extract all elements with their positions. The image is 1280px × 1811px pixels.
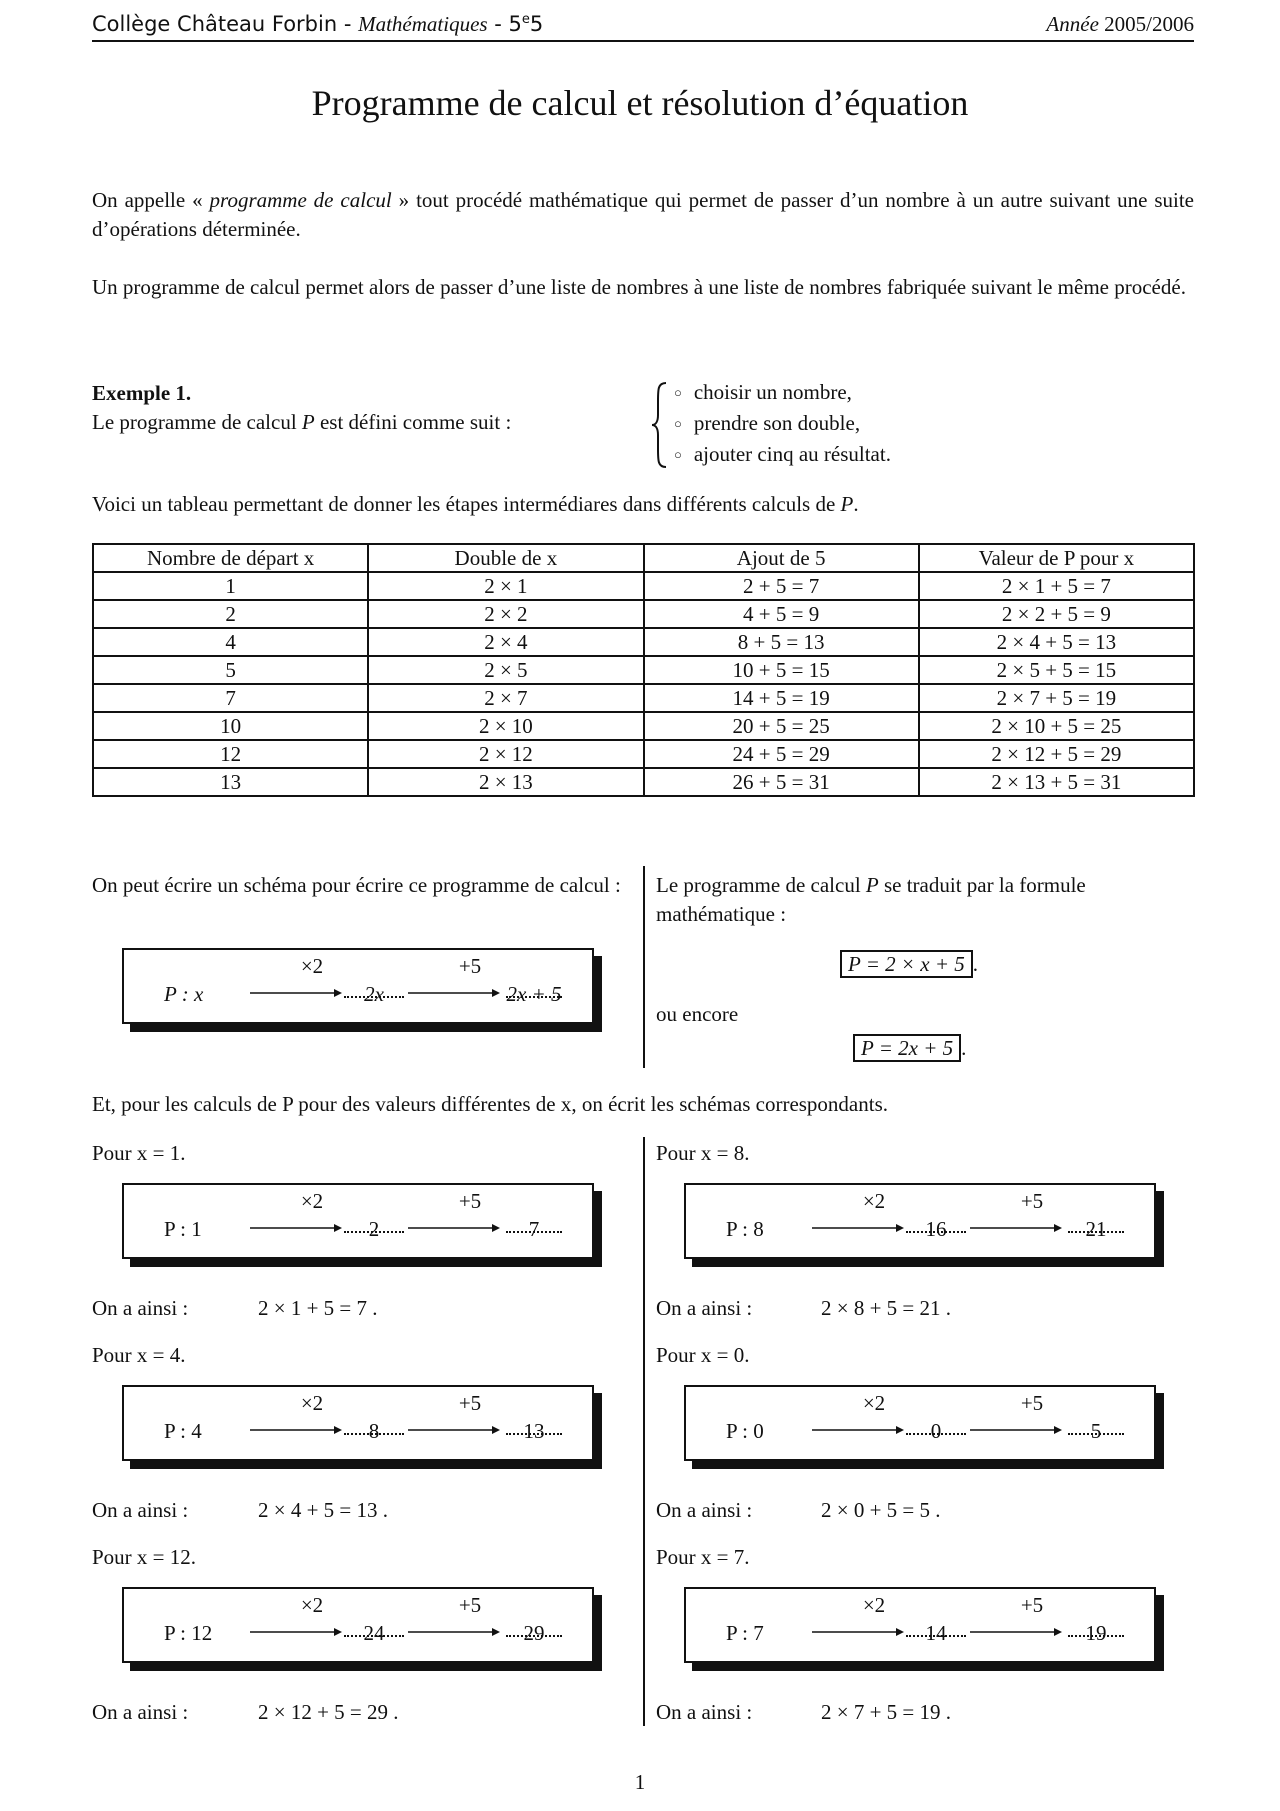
case-heading: Pour x = 0. bbox=[656, 1343, 750, 1367]
table-cell: 2 × 2 + 5 = 9 bbox=[919, 600, 1194, 628]
general-scheme bbox=[122, 948, 594, 1024]
steps-table bbox=[92, 543, 1195, 797]
scheme-dots bbox=[344, 1227, 404, 1233]
schema-right-before: Le programme de calcul bbox=[656, 873, 866, 897]
formula-2-period: . bbox=[961, 1036, 967, 1060]
scheme-label: P : x bbox=[164, 982, 204, 1006]
values-intro: Et, pour les calculs de P pour des valeurs différentes de x, on écrit les schémas correspondants. bbox=[92, 1092, 889, 1116]
scheme-value-2: 13 bbox=[523, 1419, 545, 1443]
scheme-label: P : 4 bbox=[164, 1419, 202, 1443]
case-scheme bbox=[122, 1385, 594, 1461]
intro-p1-term: programme de calcul bbox=[209, 188, 392, 212]
table-cell: 20 + 5 = 25 bbox=[644, 712, 919, 740]
example-definition-before: Le programme de calcul bbox=[92, 410, 302, 434]
scheme-op2: +5 bbox=[1020, 1189, 1044, 1213]
schema-right-text bbox=[656, 871, 1196, 929]
formula-2-box: P = 2x + 5 bbox=[853, 1034, 961, 1062]
scheme-dots bbox=[906, 1631, 966, 1637]
intro-p1-before: On appelle « bbox=[92, 188, 210, 212]
table-intro-before: Voici un tableau permettant de donner les étapes intermédiares dans différents calculs de bbox=[92, 492, 841, 516]
formula-2 bbox=[853, 1035, 966, 1061]
or-text: ou encore bbox=[656, 1002, 739, 1026]
table-row bbox=[93, 684, 1194, 712]
header-year-label: Année bbox=[1046, 12, 1099, 36]
scheme-value-2: 21 bbox=[1085, 1217, 1107, 1241]
vertical-divider bbox=[643, 1137, 645, 1726]
formula-1-period: . bbox=[972, 952, 979, 976]
table-cell: 2 bbox=[93, 600, 368, 628]
header-class-num: 5 bbox=[529, 12, 544, 36]
table-row bbox=[93, 768, 1194, 796]
scheme-op1: ×2 bbox=[300, 1189, 324, 1213]
example-step: ○ prendre son double, bbox=[674, 409, 891, 440]
scheme-value-2: 19 bbox=[1085, 1621, 1107, 1645]
case-result: 2 × 1 + 5 = 7 . bbox=[258, 1296, 378, 1320]
table-header: Nombre de départ x bbox=[93, 544, 368, 572]
case-heading: Pour x = 4. bbox=[92, 1343, 186, 1367]
table-intro bbox=[92, 490, 1194, 519]
scheme-dots bbox=[344, 1429, 404, 1435]
table-cell: 2 × 7 bbox=[368, 684, 643, 712]
table-cell: 2 × 4 + 5 = 13 bbox=[919, 628, 1194, 656]
table-intro-var: P bbox=[840, 492, 854, 516]
table-cell: 4 + 5 = 9 bbox=[644, 600, 919, 628]
header-rule bbox=[92, 40, 1194, 42]
case-heading: Pour x = 1. bbox=[92, 1141, 186, 1165]
scheme-dots bbox=[906, 1227, 966, 1233]
scheme-op1: ×2 bbox=[862, 1391, 886, 1415]
case-result: 2 × 0 + 5 = 5 . bbox=[821, 1498, 941, 1522]
example-definition bbox=[92, 410, 511, 435]
table-cell: 12 bbox=[93, 740, 368, 768]
scheme-value-1: 16 bbox=[925, 1217, 947, 1241]
table-cell: 1 bbox=[93, 572, 368, 600]
table-cell: 2 × 5 bbox=[368, 656, 643, 684]
example-definition-var: P bbox=[301, 410, 315, 434]
case-result-label: On a ainsi : bbox=[92, 1296, 189, 1320]
case-result-label: On a ainsi : bbox=[656, 1296, 753, 1320]
scheme-value-2: 29 bbox=[523, 1621, 545, 1645]
intro-p1-after: » tout procédé mathématique qui permet de passer d’un nombre à un autre suivant une suite d’opérations déterminée. bbox=[92, 188, 1194, 241]
scheme-value-2: 2x + 5 bbox=[506, 982, 562, 1006]
scheme-dots bbox=[1068, 1429, 1124, 1435]
table-header-row bbox=[93, 544, 1194, 572]
schema-left-text: On peut écrire un schéma pour écrire ce programme de calcul : bbox=[92, 873, 621, 897]
scheme-op2: +5 bbox=[458, 1391, 482, 1415]
example-definition-after: est défini comme suit : bbox=[314, 410, 512, 434]
scheme-dots bbox=[1068, 1631, 1124, 1637]
header-year-value: 2005/2006 bbox=[1098, 12, 1194, 36]
intro-paragraph-1 bbox=[92, 186, 1194, 244]
scheme-label: P : 7 bbox=[726, 1621, 764, 1645]
scheme-dots bbox=[906, 1429, 966, 1435]
case-result-label: On a ainsi : bbox=[656, 1700, 753, 1724]
case-scheme bbox=[684, 1385, 1156, 1461]
scheme-op1: ×2 bbox=[300, 1391, 324, 1415]
case-result: 2 × 4 + 5 = 13 . bbox=[258, 1498, 389, 1522]
scheme-op1: ×2 bbox=[300, 1593, 324, 1617]
header-right bbox=[1046, 12, 1194, 37]
example-heading: Exemple 1. bbox=[92, 381, 192, 405]
case-scheme bbox=[684, 1587, 1156, 1663]
scheme-value-1: 8 bbox=[368, 1419, 380, 1443]
table-cell: 13 bbox=[93, 768, 368, 796]
case-scheme bbox=[122, 1183, 594, 1259]
schema-right-var: P bbox=[865, 873, 879, 897]
scheme-dots bbox=[1068, 1227, 1124, 1233]
table-cell: 8 + 5 = 13 bbox=[644, 628, 919, 656]
header-left bbox=[92, 12, 543, 37]
scheme-value-1: 2x bbox=[364, 982, 384, 1006]
example-steps bbox=[674, 378, 891, 471]
schema-right-after: se traduit par la formule mathématique : bbox=[656, 873, 1086, 926]
case-scheme bbox=[684, 1183, 1156, 1259]
table-intro-after: . bbox=[853, 492, 859, 516]
case-result-label: On a ainsi : bbox=[92, 1498, 189, 1522]
scheme-label: P : 0 bbox=[726, 1419, 764, 1443]
table-cell: 4 bbox=[93, 628, 368, 656]
scheme-value-2: 5 bbox=[1090, 1419, 1102, 1443]
table-row bbox=[93, 656, 1194, 684]
example-step: ○ choisir un nombre, bbox=[674, 378, 891, 409]
header-sep: - bbox=[487, 12, 509, 36]
scheme-label: P : 12 bbox=[164, 1621, 213, 1645]
table-cell: 2 × 4 bbox=[368, 628, 643, 656]
scheme-dots bbox=[506, 1631, 562, 1637]
case-result: 2 × 7 + 5 = 19 . bbox=[821, 1700, 952, 1724]
header-class-sup: e bbox=[521, 12, 530, 27]
formula-1-box: P = 2 × x + 5 bbox=[840, 950, 973, 978]
table-body bbox=[93, 572, 1194, 796]
table-row bbox=[93, 600, 1194, 628]
case-result-label: On a ainsi : bbox=[656, 1498, 753, 1522]
scheme-dots bbox=[506, 1227, 562, 1233]
case-result: 2 × 8 + 5 = 21 . bbox=[821, 1296, 952, 1320]
table-cell: 2 × 10 bbox=[368, 712, 643, 740]
header-school: Collège Château Forbin - bbox=[92, 12, 359, 36]
scheme-value-1: 24 bbox=[363, 1621, 385, 1645]
scheme-op2: +5 bbox=[458, 1189, 482, 1213]
scheme-value-2: 7 bbox=[528, 1217, 540, 1241]
case-heading: Pour x = 7. bbox=[656, 1545, 750, 1569]
scheme-dots bbox=[506, 992, 562, 998]
table-cell: 2 × 12 + 5 = 29 bbox=[919, 740, 1194, 768]
table-cell: 2 × 1 + 5 = 7 bbox=[919, 572, 1194, 600]
intro-paragraph-2: Un programme de calcul permet alors de passer d’une liste de nombres à une liste de nombres fabriquée suivant le même procédé. bbox=[92, 275, 1186, 299]
table-row bbox=[93, 712, 1194, 740]
header-subject: Mathématiques bbox=[358, 12, 488, 36]
table-cell: 2 × 12 bbox=[368, 740, 643, 768]
scheme-op2: +5 bbox=[1020, 1391, 1044, 1415]
case-result-label: On a ainsi : bbox=[92, 1700, 189, 1724]
table-cell: 10 + 5 = 15 bbox=[644, 656, 919, 684]
scheme-label: P : 1 bbox=[164, 1217, 202, 1241]
header-class-base: 5 bbox=[508, 12, 522, 36]
brace-icon bbox=[650, 381, 670, 469]
vertical-divider bbox=[643, 866, 645, 1068]
example-step: ○ ajouter cinq au résultat. bbox=[674, 440, 891, 471]
table-cell: 26 + 5 = 31 bbox=[644, 768, 919, 796]
table-header: Valeur de P pour x bbox=[919, 544, 1194, 572]
table-cell: 2 × 13 bbox=[368, 768, 643, 796]
case-scheme bbox=[122, 1587, 594, 1663]
table-cell: 2 + 5 = 7 bbox=[644, 572, 919, 600]
table-cell: 7 bbox=[93, 684, 368, 712]
table-cell: 2 × 2 bbox=[368, 600, 643, 628]
scheme-op1: ×2 bbox=[300, 954, 324, 978]
table-header: Double de x bbox=[368, 544, 643, 572]
case-heading: Pour x = 8. bbox=[656, 1141, 750, 1165]
scheme-value-1: 0 bbox=[930, 1419, 942, 1443]
scheme-op2: +5 bbox=[458, 954, 482, 978]
table-cell: 24 + 5 = 29 bbox=[644, 740, 919, 768]
table-cell: 10 bbox=[93, 712, 368, 740]
table-cell: 2 × 1 bbox=[368, 572, 643, 600]
scheme-op2: +5 bbox=[1020, 1593, 1044, 1617]
table-cell: 2 × 7 + 5 = 19 bbox=[919, 684, 1194, 712]
page-number: 1 bbox=[634, 1770, 646, 1794]
scheme-op2: +5 bbox=[458, 1593, 482, 1617]
page-title: Programme de calcul et résolution d’équation bbox=[311, 83, 969, 123]
table-cell: 2 × 13 + 5 = 31 bbox=[919, 768, 1194, 796]
table-cell: 2 × 10 + 5 = 25 bbox=[919, 712, 1194, 740]
table-row bbox=[93, 572, 1194, 600]
table-row bbox=[93, 740, 1194, 768]
table-cell: 5 bbox=[93, 656, 368, 684]
table-header: Ajout de 5 bbox=[644, 544, 919, 572]
scheme-dots bbox=[344, 1631, 404, 1637]
scheme-op1: ×2 bbox=[862, 1593, 886, 1617]
scheme-dots bbox=[506, 1429, 562, 1435]
case-heading: Pour x = 12. bbox=[92, 1545, 197, 1569]
table-row bbox=[93, 628, 1194, 656]
scheme-op1: ×2 bbox=[862, 1189, 886, 1213]
case-result: 2 × 12 + 5 = 29 . bbox=[258, 1700, 399, 1724]
scheme-dots bbox=[344, 992, 404, 998]
table-cell: 2 × 5 + 5 = 15 bbox=[919, 656, 1194, 684]
scheme-value-1: 2 bbox=[368, 1217, 380, 1241]
scheme-value-1: 14 bbox=[925, 1621, 947, 1645]
table-cell: 14 + 5 = 19 bbox=[644, 684, 919, 712]
formula-1 bbox=[840, 951, 978, 977]
scheme-label: P : 8 bbox=[726, 1217, 764, 1241]
